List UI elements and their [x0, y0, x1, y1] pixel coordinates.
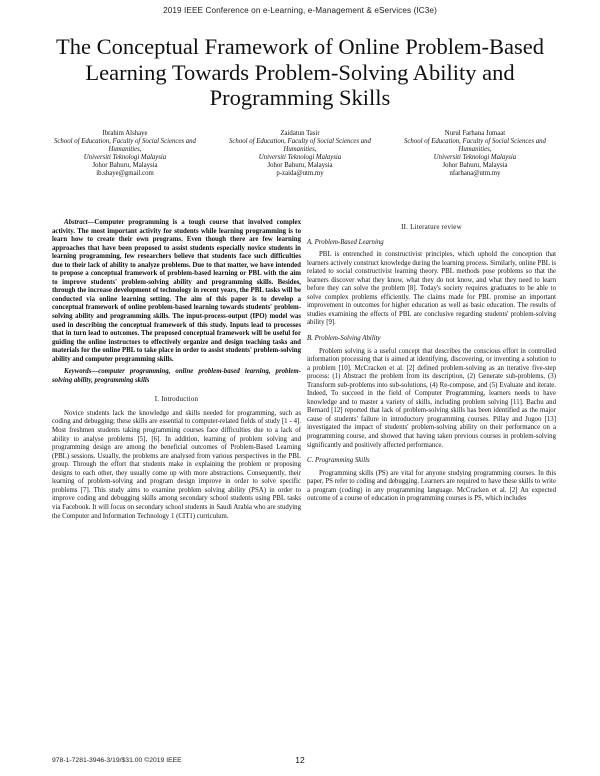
conference-header: 2019 IEEE Conference on e-Learning, e-Management & eServices (IC3e): [163, 6, 437, 15]
abstract-label: Abstract: [64, 219, 88, 226]
programming-skills-paragraph: Programming skills (PS) are vital for anyone studying programming courses. In this paper, PS refer to coding and debugging. Learners are required to have these skills to write a program (coding) in any programming language. McCracken et al. [2] An expected outcome of a course of education in programming courses is PS, which includes: [307, 469, 556, 503]
subsection-heading-problem-solving: B. Problem-Solving Ability: [307, 335, 381, 343]
author-name: Ibrahim Alshaye: [102, 130, 148, 137]
abstract-text: —Computer programming is a tough course that involved complex activity. The most important activity for students while learning programming is to learn how to create their own programs. Even though there are few learning approaches that have been proposed to assist students especially novice students in learning programming, few researchers believe that students face such difficulties due to their lack of ability to analyze problems. Due to that matter, we have intended to propose a conceptual framework of problem-based learning or PBL with the aim to improve students' problem-solving ability and programming skills. Besides, through the increase development of technology in recent years, the PBL tasks will be conducted via online learning setting. The aim of this paper is to develop a conceptual framework of online problem-based learning towards students' problem-solving ability and programming skills. The input-process-output (IPO) model was used in describing the conceptual framework of this study. Inputs lead to processes that in turn lead to outcomes. The proposed conceptual framework will be useful for guiding the online instructors to effectively organize and design teaching tasks and materials for the online PBL to take place in order to assist students' problem-solving ability and computer programming skills.: [52, 219, 301, 363]
author-location: Johor Bahuru, Malaysia: [442, 162, 508, 170]
section-heading-literature-review: II. Literature review: [401, 223, 462, 231]
abstract: [52, 219, 301, 364]
subsection-heading-pbl: A. Problem-Based Learning: [307, 238, 384, 246]
intro-paragraph: Novice students lack the knowledge and skills needed for programming, such as coding and debugging; these skills are essential to computer-related fields of study [1 - 4]. Most freshmen students taking programming courses face difficulties due to a lack of ability to analyse problems [5], [6]. In addition, learning of problem solving and programming design are among the beneficial outcomes of Problem-Based Learning (PBL) sessions. Usually, the problems are analysed from various perspectives in the PBL group. Through the effort that students make in explaining the problem or proposing designs to each other, they usually come up with more abstractions. Consequently, their learning of problem-solving and program design improve in order to solve specific problems [7]. This study aims to examine problem solving ability (PSA) in order to improve coding and debugging skills among secondary school students using PBL tasks via Facebook. It will focus on secondary school students in Saudi Arabia who are studying the Computer and Information Technology 1 (CIT1) curriculum.: [52, 409, 301, 520]
section-heading-introduction: I. Introduction: [154, 395, 199, 404]
paper-title: The Conceptual Framework of Online Problem-Based Learning Towards Problem-Solving Ability and Programming Skills: [55, 34, 544, 110]
copyright-footer: 978-1-7281-3946-3/19/$31.00 ©2019 IEEE: [52, 757, 182, 764]
problem-solving-paragraph: Problem solving is a useful concept that describes the conscious effort in controlled information processing that is aimed at identifying, discovering, or inventing a solution to a problem [10]. McCracken et al. [2] defined problem-solving as an iterative five-step process: (1) Abstract the problem from its description, (2) Generate sub-problems, (3) Transform sub-problems into sub-solutions, (4) Re-compose, and (5) Evaluate and iterate. Indeed, To succeed in the field of Computer Programming, learners needs to have knowledge and to master a variety of skills, including problem solving [11]. Bachu and Bernard [12] reported that lack of problem-solving skills has been identified as the major cause of students' failure in introductory programming courses. Pillay and Jugoo [13] investigated the impact of students' problem-solving ability on their performance on a programming course, and showed that having taken previous courses in problem-solving significantly and positively affected performance.: [307, 347, 556, 449]
keywords-text: —computer programming, online problem-based learning, problem-solving ability, programming skills: [52, 368, 301, 384]
author-affiliation: School of Education, Faculty of Social Sciences and Humanities,: [229, 138, 371, 154]
author-affiliation: School of Education, Faculty of Social Sciences and Humanities,: [54, 138, 196, 154]
author-location: Johor Bahuru, Malaysia: [92, 162, 158, 170]
keywords: [52, 368, 301, 385]
author-university: Universiti Teknologi Malaysia: [258, 154, 342, 162]
author-1: [40, 130, 210, 179]
left-column: [52, 219, 301, 521]
author-3: [390, 130, 560, 179]
subsection-heading-programming-skills: C. Programming Skills: [307, 457, 370, 465]
author-2: [215, 130, 385, 179]
author-name: Nurul Farhana Jumaat: [444, 130, 506, 137]
author-email: ib.shaye@gmail.com: [96, 170, 154, 178]
author-location: Johor Bahuru, Malaysia: [267, 162, 333, 170]
author-university: Universiti Teknologi Malaysia: [433, 154, 517, 162]
page-number: 12: [295, 755, 305, 765]
pbl-paragraph: PBL is entrenched in constructivist principles, which uphold the conception that learners actively construct knowledge during the learning process. Similarly, online PBL is related to social constructivist learning theory. PBL methods pose problems so that the learners discover what they know, what they do not know, and what they need to learn before they can solve the problem [8]. Today's society requires graduates to be able to solve complex problems efficiently. The claims made for PBL promise an important improvement in outcomes for higher education as well as basic education. The results of studies examining the effects of PBL are conclusive regarding students' problem-solving ability [9].: [307, 251, 556, 327]
keywords-label: Keywords: [64, 368, 92, 376]
author-name: Zaidatun Tasir: [280, 130, 320, 137]
author-email: nfarhana@utm.my: [449, 170, 501, 178]
author-university: Universiti Teknologi Malaysia: [83, 154, 167, 162]
author-email: p-zaida@utm.my: [276, 170, 324, 178]
right-column: [307, 219, 556, 504]
author-block: [40, 130, 560, 179]
author-affiliation: School of Education, Faculty of Social Sciences and Humanities,: [404, 138, 546, 154]
